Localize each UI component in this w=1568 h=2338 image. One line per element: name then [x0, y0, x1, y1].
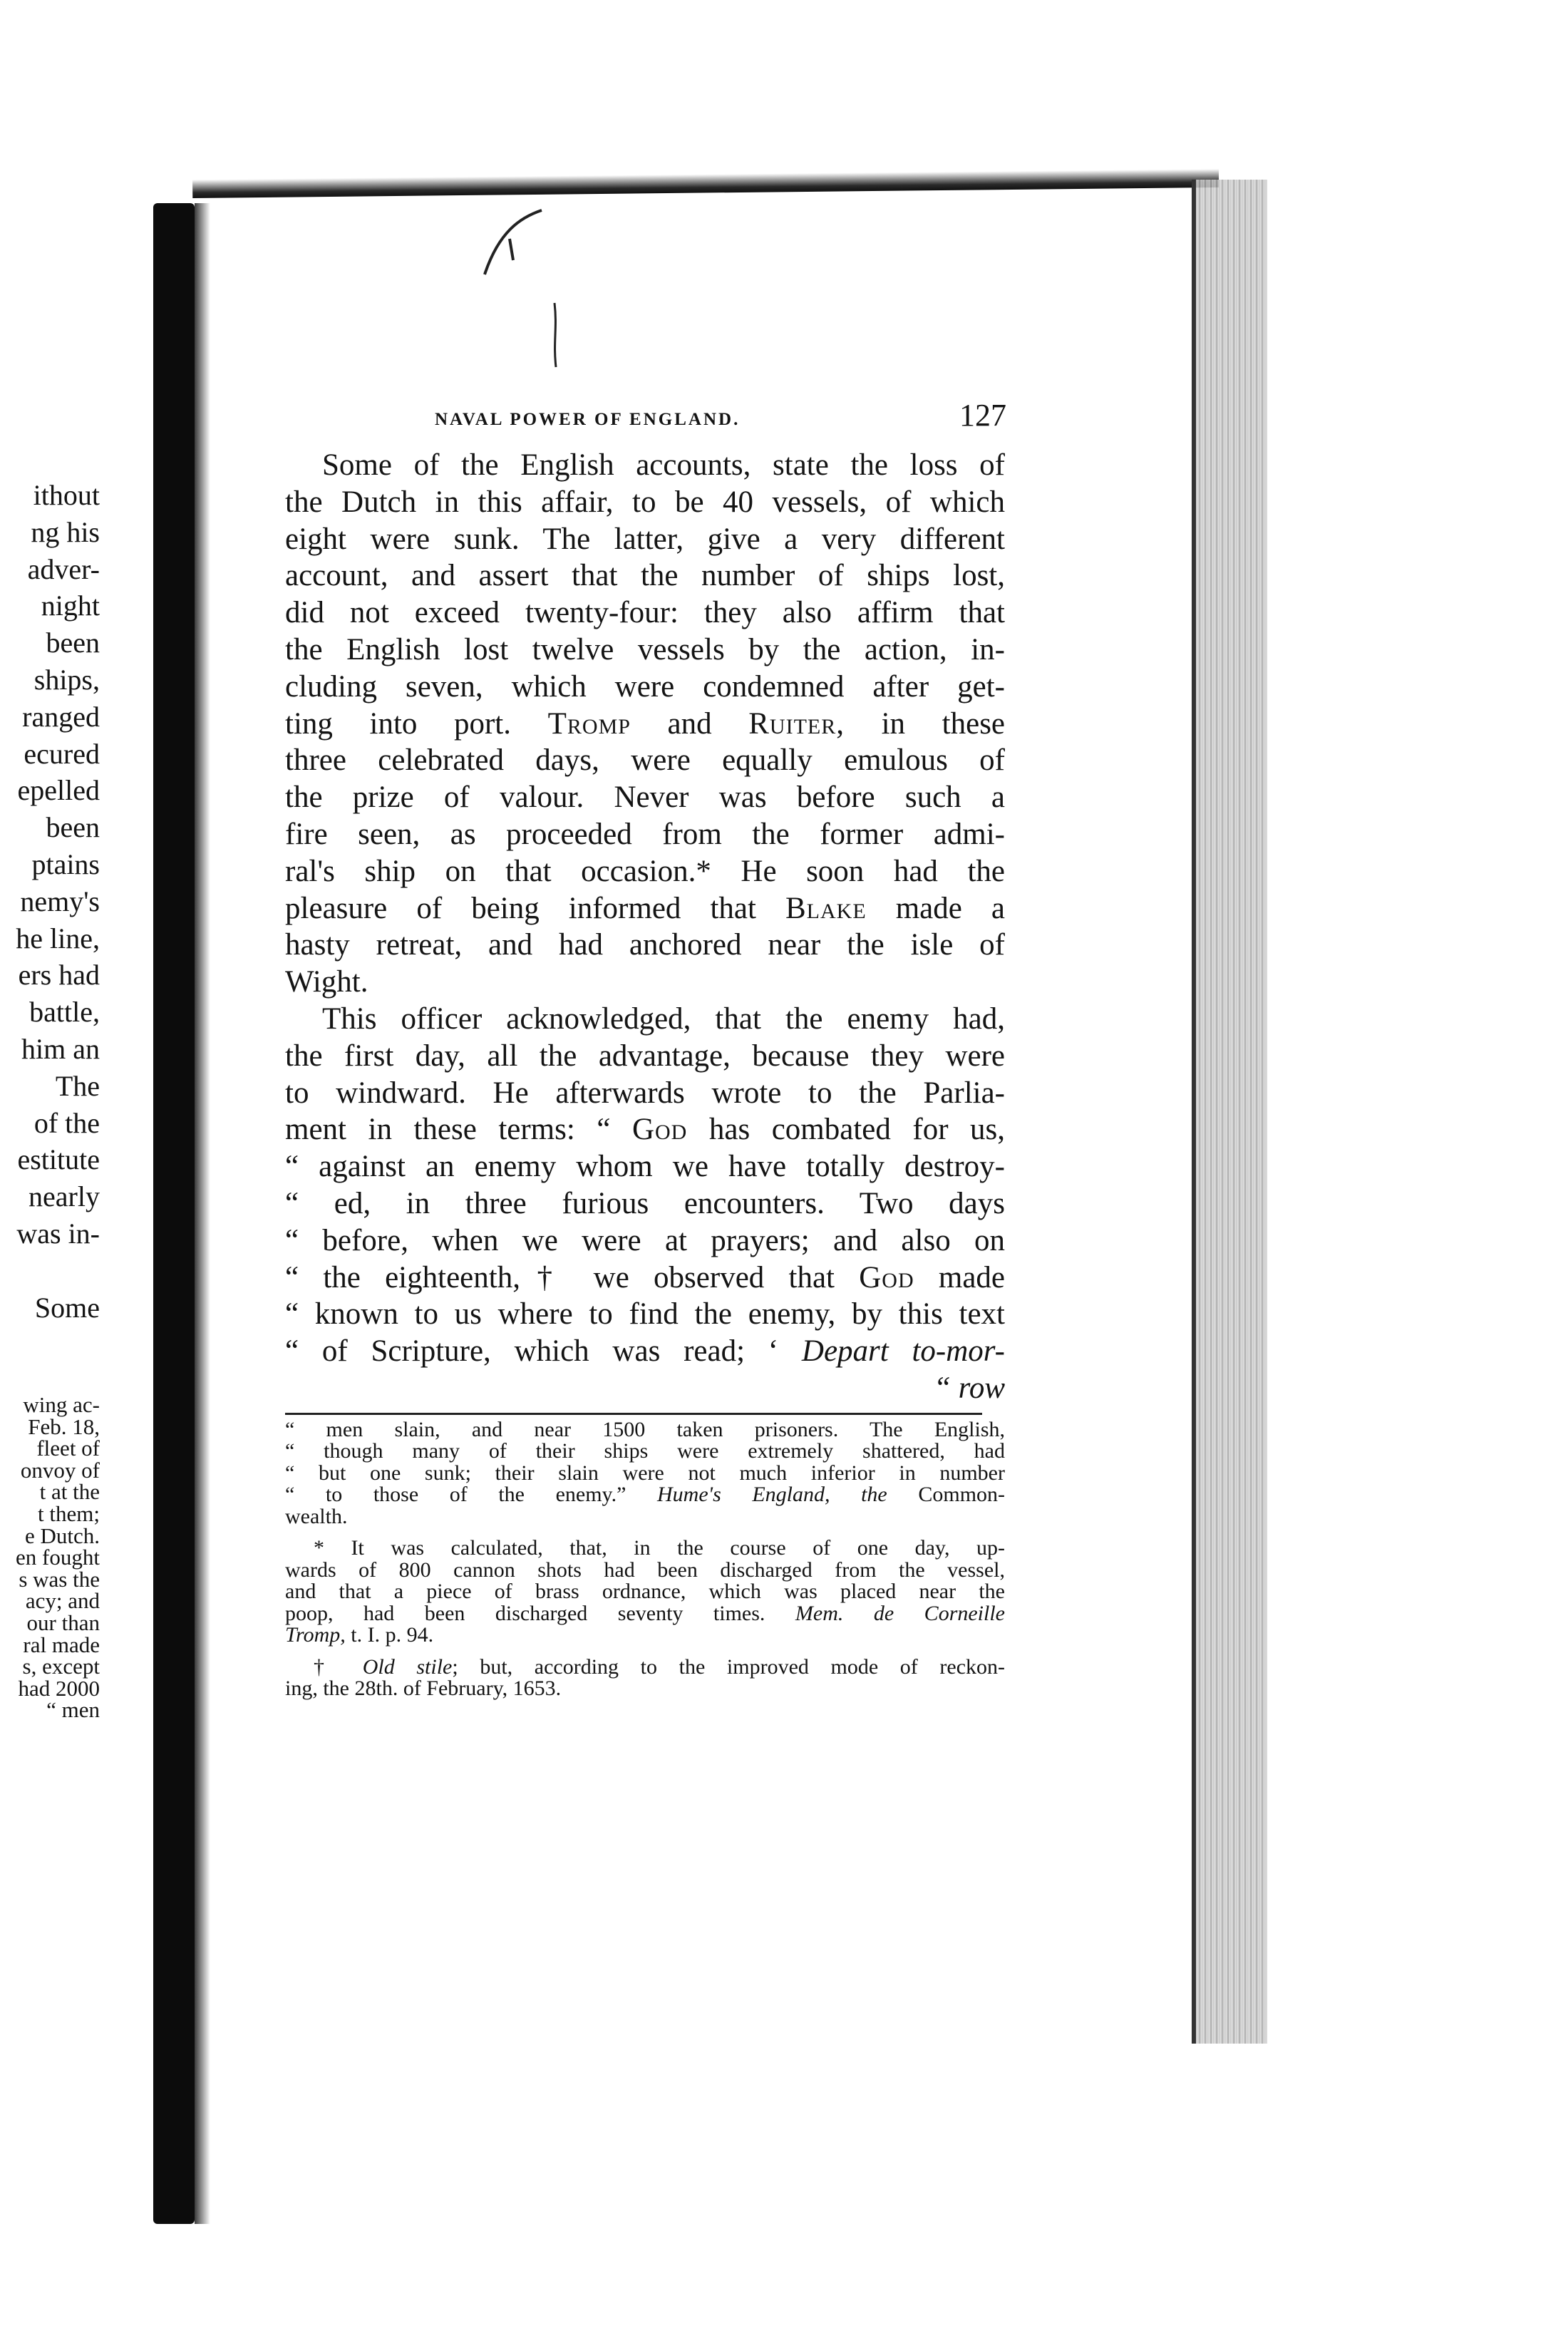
left-page-line: ng his	[31, 515, 100, 548]
text-line: the English lost twelve vessels by the action, in-	[285, 632, 1005, 666]
text-line: “ before, when we were at prayers; and also on	[285, 1223, 1005, 1257]
text-line: the prize of valour. Never was before such a	[285, 781, 1005, 815]
running-title: NAVAL POWER OF ENGLAND.	[435, 410, 741, 429]
left-page-note-line: s was the	[19, 1566, 100, 1592]
footnote-line: ing, the 28th. of February, 1653.	[285, 1677, 562, 1701]
left-page-line: The	[55, 1069, 100, 1102]
footnote-line	[285, 1603, 1005, 1625]
text-span: “ to those of the enemy.”	[285, 1483, 626, 1507]
footnote-line: “ men slain, and near 1500 taken prisoners. The English,	[285, 1417, 1005, 1441]
text-line: eight were sunk. The latter, give a very different	[285, 522, 1005, 556]
text-span: †	[314, 1654, 341, 1679]
left-page-line: ecured	[24, 737, 100, 770]
text-line	[285, 1111, 1005, 1148]
book-fore-edge	[1196, 180, 1267, 2044]
footnote-line: “ though many of their ships were extremely shattered, had	[285, 1439, 1005, 1463]
catchword: “ row	[934, 1371, 1005, 1405]
name-blake: Blake	[785, 891, 867, 925]
left-page-line: estitute	[17, 1143, 100, 1176]
text-span: made a	[895, 891, 1005, 925]
footnote-line	[285, 1654, 1006, 1679]
running-head	[285, 396, 1005, 436]
text-line	[285, 890, 1005, 927]
left-page-line: nemy's	[20, 885, 100, 917]
left-page-note-line: t at the	[39, 1479, 100, 1505]
text-line: Wight.	[285, 965, 368, 999]
text-line	[285, 706, 1005, 743]
text-span: pleasure of being informed that	[285, 891, 756, 925]
gutter-shadow	[195, 203, 210, 2224]
book-page	[285, 396, 1005, 1700]
body-text	[285, 447, 1005, 1407]
text-line: “ ed, in three furious encounters. Two days	[285, 1186, 1005, 1220]
footnote-line	[285, 1484, 1005, 1506]
left-page-line: been	[46, 811, 100, 844]
left-page-line: he line,	[16, 922, 100, 954]
name-god: God	[631, 1113, 688, 1147]
footnote-rule	[285, 1413, 982, 1415]
left-page-note-line: en fought	[16, 1545, 100, 1570]
text-line: to windward. He afterwards wrote to the Parlia-	[285, 1076, 1005, 1110]
text-span: Common-	[918, 1483, 1006, 1507]
text-span: has combated for us,	[708, 1113, 1006, 1147]
left-page-note-line: e Dutch.	[24, 1523, 100, 1548]
text-line: the Dutch in this affair, to be 40 vessels, of which	[285, 485, 1005, 519]
text-line: the first day, all the advantage, because they were	[285, 1039, 1005, 1073]
text-line: fire seen, as proceeded from the former admi-	[285, 817, 1005, 851]
left-page-line: ranged	[22, 700, 100, 733]
footnote-line: “ but one sunk; their slain were not much inferior in number	[285, 1461, 1005, 1485]
text-span: “ the eighteenth,† we observed that	[285, 1260, 835, 1294]
pen-mark-top	[470, 203, 556, 289]
binding-gutter	[153, 203, 195, 2224]
text-span: made	[938, 1260, 1006, 1294]
left-page-line: battle,	[29, 996, 100, 1029]
text-line: Some of the English accounts, state the loss of	[322, 448, 1005, 482]
left-page-note-line: “ men	[46, 1697, 100, 1723]
left-page-line: nearly	[29, 1180, 100, 1213]
left-page-note-line: acy; and	[25, 1588, 100, 1614]
left-page-line: epelled	[17, 774, 100, 807]
left-page-line: him an	[21, 1033, 100, 1065]
text-line	[285, 1333, 1005, 1370]
footnote-line	[285, 1624, 1005, 1647]
text-span: ; but, according to the improved mode of reckon-	[452, 1654, 1006, 1679]
left-page-note-line: our than	[26, 1610, 100, 1635]
left-page-line: been	[46, 627, 100, 659]
text-line: three celebrated days, were equally emulous of	[285, 743, 1005, 778]
left-page-note-line: ral made	[23, 1632, 100, 1657]
left-page-note-line: t them;	[38, 1501, 100, 1526]
text-line: hasty retreat, and had anchored near the isle of	[285, 928, 1005, 962]
italic-span: Old stile	[362, 1654, 453, 1679]
name-god: God	[859, 1260, 914, 1294]
text-line: cluding seven, which were condemned after get-	[285, 669, 1005, 704]
footnotes	[285, 1419, 1005, 1700]
text-line: “ known to us where to find the enemy, by this text	[285, 1297, 1005, 1332]
left-page-line: ships,	[33, 664, 100, 696]
text-span: poop, had been discharged seventy times.	[285, 1601, 765, 1625]
footnote-line: and that a piece of brass ordnance, which was placed near the	[285, 1580, 1005, 1604]
text-span: “ of Scripture, which was read; ‘	[285, 1334, 779, 1369]
left-page-note-line: wing ac-	[23, 1392, 100, 1417]
text-span: t. I. p. 94.	[351, 1623, 434, 1647]
left-page-note-line: s, except	[22, 1654, 100, 1679]
left-page-note-line: onvoy of	[20, 1457, 100, 1483]
text-line: account, and assert that the number of ships lost,	[285, 559, 1005, 593]
left-page-line: ers had	[18, 959, 100, 992]
text-line: ral's ship on that occasion.* He soon had the	[285, 854, 1005, 888]
left-page-line: night	[41, 589, 100, 622]
italic-span: Hume's England, the	[657, 1483, 887, 1507]
footnote-line: * It was calculated, that, in the course of one day, up-	[314, 1536, 1005, 1560]
text-span: in these	[881, 706, 1006, 741]
footnote-line: wealth.	[285, 1504, 348, 1528]
text-line	[285, 1260, 1005, 1297]
text-line: “ against an enemy whom we have totally destroy-	[285, 1150, 1005, 1184]
text-span: ment in these terms: “	[285, 1113, 611, 1147]
left-facing-page	[0, 0, 150, 2338]
italic-span: Mem. de Corneille	[795, 1601, 1006, 1625]
text-line: This officer acknowledged, that the enemy had,	[322, 1001, 1005, 1036]
pen-mark-vertical	[549, 299, 563, 371]
name-tromp: Tromp	[547, 706, 631, 741]
left-page-line: ptains	[31, 848, 100, 880]
italic-span: Tromp,	[285, 1623, 346, 1647]
left-page-note-line: fleet of	[36, 1436, 100, 1461]
page-number: 127	[959, 398, 1006, 433]
left-page-note-line: had 2000	[18, 1675, 100, 1701]
text-span: and	[667, 706, 712, 741]
left-page-note-line: Feb. 18,	[28, 1413, 100, 1439]
left-page-line: was in-	[16, 1217, 100, 1250]
left-page-line: of the	[33, 1106, 100, 1139]
left-page-line: adver-	[27, 552, 100, 585]
italic-span: Depart to-mor-	[801, 1334, 1005, 1369]
page-top-edge	[192, 169, 1219, 198]
text-span: ting into port.	[285, 706, 512, 741]
name-ruiter: Ruiter,	[748, 706, 845, 741]
text-line: did not exceed twenty-four: they also affirm that	[285, 596, 1005, 630]
footnote-line: wards of 800 cannon shots had been discharged from the vessel,	[285, 1557, 1005, 1582]
left-page-line: ithout	[33, 479, 100, 511]
left-page-line: Some	[34, 1291, 100, 1324]
